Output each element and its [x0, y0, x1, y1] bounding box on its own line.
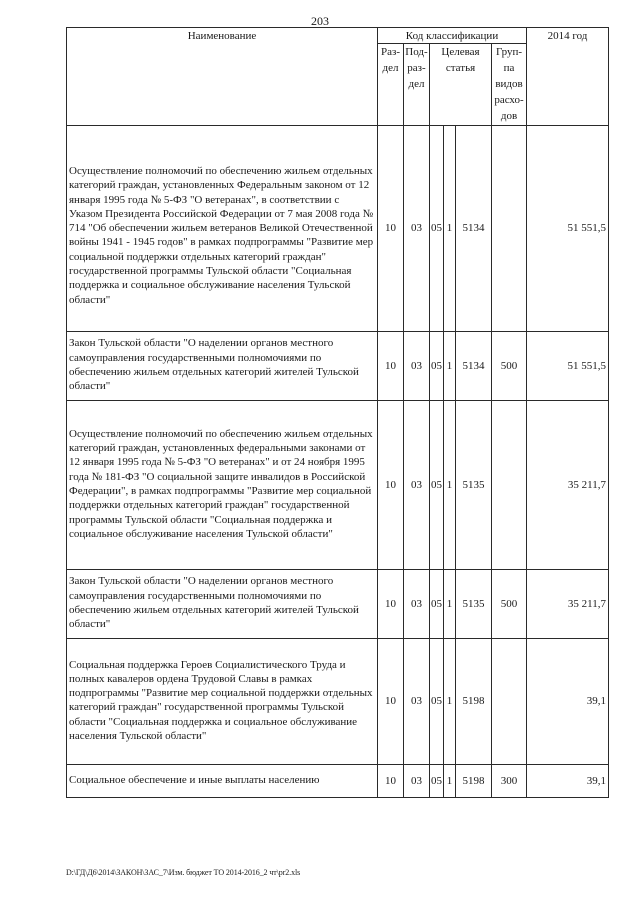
table-row: [67, 569, 609, 638]
table-row: [67, 764, 609, 797]
row-subsection: 03: [404, 764, 430, 797]
row-subsection: 03: [404, 638, 430, 764]
row-name: Закон Тульской области "О наделении органов местного самоуправления государственными полномочиями по обеспечению жильем отдельных категорий жителей Тульской области": [67, 569, 378, 638]
row-target-part2: 1: [444, 331, 456, 400]
row-target-part2: 1: [444, 569, 456, 638]
row-expense-group: 500: [492, 331, 527, 400]
row-expense-group: 300: [492, 764, 527, 797]
row-target-part2: 1: [444, 764, 456, 797]
row-section: 10: [378, 569, 404, 638]
header-classification-code: Код классификации: [378, 28, 527, 44]
row-section: 10: [378, 400, 404, 569]
header-target-item: Целевая статья: [430, 44, 492, 126]
row-subsection: 03: [404, 400, 430, 569]
table-row: [67, 125, 609, 331]
header-section: Раз- дел: [378, 44, 404, 126]
row-target-part1: 05: [430, 638, 444, 764]
row-section: 10: [378, 638, 404, 764]
row-target-part3: 5134: [456, 125, 492, 331]
row-name: Социальное обеспечение и иные выплаты населению: [67, 764, 378, 797]
row-amount: 39,1: [527, 638, 609, 764]
page-number: 203: [311, 14, 329, 28]
budget-table: [66, 27, 609, 798]
row-target-part3: 5135: [456, 400, 492, 569]
header-subsection: Под- раз- дел: [404, 44, 430, 126]
row-expense-group: [492, 638, 527, 764]
header-year: 2014 год: [527, 28, 609, 126]
header-row-1: [67, 28, 609, 44]
row-target-part1: 05: [430, 331, 444, 400]
row-amount: 35 211,7: [527, 400, 609, 569]
row-subsection: 03: [404, 125, 430, 331]
row-section: 10: [378, 331, 404, 400]
row-target-part2: 1: [444, 125, 456, 331]
row-target-part3: 5198: [456, 764, 492, 797]
row-expense-group: [492, 400, 527, 569]
row-amount: 51 551,5: [527, 331, 609, 400]
row-target-part2: 1: [444, 400, 456, 569]
row-target-part3: 5198: [456, 638, 492, 764]
row-target-part1: 05: [430, 125, 444, 331]
header-expense-group: Груп- па видов расхо- дов: [492, 44, 527, 126]
row-target-part1: 05: [430, 400, 444, 569]
row-expense-group: [492, 125, 527, 331]
row-amount: 35 211,7: [527, 569, 609, 638]
row-target-part1: 05: [430, 569, 444, 638]
row-name: Осуществление полномочий по обеспечению жильем отдельных категорий граждан, установленных Федеральным законом от 12 января 1995 года № 5-ФЗ "О ветеранах", в соответствии с Указом Президента Российской Федерации от 7 мая 2008 года № 714 "Об обеспечении жильем ветеранов Великой Отечественной войны 1941 - 1945 годов" в рамках подпрограммы "Развитие мер социальной поддержки отдельных категорий граждан" государственной программы Тульской области "Социальная поддержка и социальное обслуживание населения Тульской области": [67, 125, 378, 331]
row-name: Осуществление полномочий по обеспечению жильем отдельных категорий граждан, установленных федеральными законами от 12 января 1995 года № 5-ФЗ "О ветеранах" и от 24 ноября 1995 года № 181-ФЗ "О социальной защите инвалидов в Российской Федерации", в рамках подпрограммы "Развитие мер социальной поддержки отдельных категорий граждан" государственной программы Тульской области "Социальная поддержка и социальное обслуживание населения Тульской области": [67, 400, 378, 569]
row-name: Закон Тульской области "О наделении органов местного самоуправления государственными полномочиями по обеспечению жильем отдельных категорий жителей Тульской области": [67, 331, 378, 400]
row-section: 10: [378, 125, 404, 331]
table-row: [67, 331, 609, 400]
row-target-part2: 1: [444, 638, 456, 764]
row-section: 10: [378, 764, 404, 797]
header-name: Наименование: [67, 28, 378, 126]
row-subsection: 03: [404, 331, 430, 400]
footer-file-path: D:\ГД\Д6\2014\ЗАКОН\ЗАС_7\Изм. бюджет ТО 2014-2016_2 чт\pr2.xls: [66, 868, 301, 877]
row-target-part3: 5135: [456, 569, 492, 638]
row-expense-group: 500: [492, 569, 527, 638]
row-subsection: 03: [404, 569, 430, 638]
row-name: Социальная поддержка Героев Социалистического Труда и полных кавалеров ордена Трудовой Славы в рамках подпрограммы "Развитие мер социальной поддержки отдельных категорий граждан" государственной программы Тульской области "Социальная поддержка и социальное обслуживание населения Тульской области": [67, 638, 378, 764]
row-target-part1: 05: [430, 764, 444, 797]
row-amount: 51 551,5: [527, 125, 609, 331]
row-target-part3: 5134: [456, 331, 492, 400]
table-row: [67, 400, 609, 569]
table-row: [67, 638, 609, 764]
row-amount: 39,1: [527, 764, 609, 797]
